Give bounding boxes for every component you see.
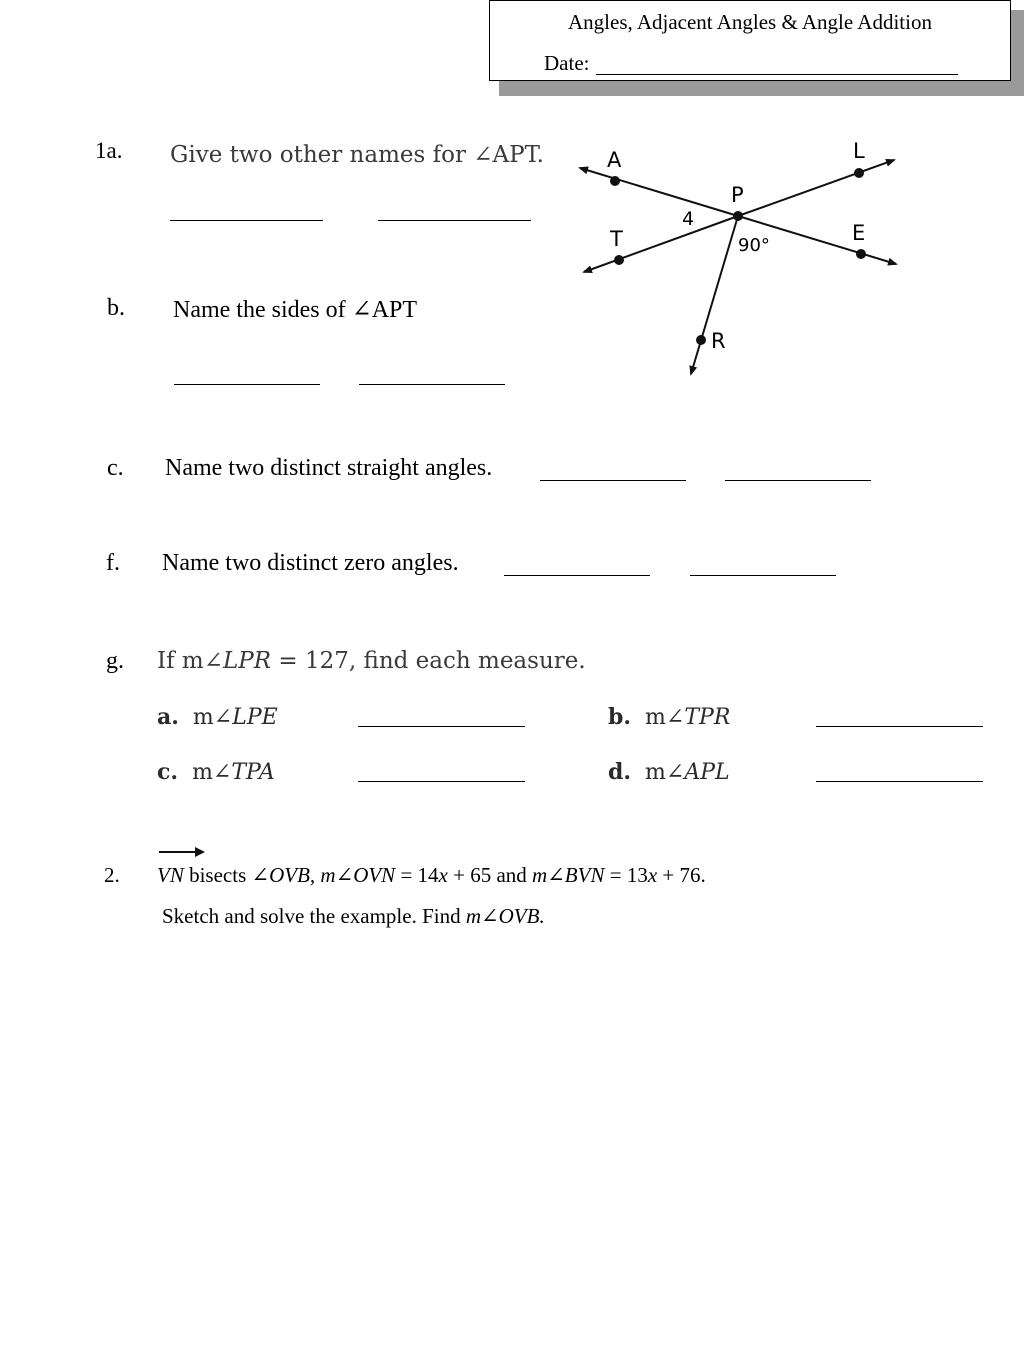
date-blank[interactable] <box>596 74 958 75</box>
ray-pl <box>738 160 894 216</box>
part-a-label: a. m∠LPE <box>157 704 278 730</box>
answer-blank-1a-2[interactable] <box>378 220 531 221</box>
question-1f-prompt: Name two distinct zero angles. <box>162 550 459 576</box>
point-e <box>856 249 866 259</box>
question-1c-prompt: Name two distinct straight angles. <box>165 455 493 481</box>
question-2-line-1: VN bisects ∠OVB, m∠OVN = 14x + 65 and m∠BVN = 13x + 76. <box>157 863 706 887</box>
question-2-line-2: Sketch and solve the example. Find m∠OVB. <box>162 904 545 928</box>
answer-blank-part-c[interactable] <box>358 781 525 782</box>
label-t: T <box>610 227 623 251</box>
question-1g-number: g. <box>106 648 124 674</box>
point-p <box>733 211 743 221</box>
label-r: R <box>711 329 726 353</box>
label-angle-4: 4 <box>682 208 695 230</box>
label-a: A <box>607 148 622 172</box>
point-r <box>696 335 706 345</box>
question-1c-number: c. <box>107 455 124 481</box>
label-90-degrees: 90° <box>738 235 770 256</box>
ray-arrow-icon <box>157 844 207 860</box>
question-1g-prompt: If m∠LPR = 127, find each measure. <box>157 648 586 674</box>
header-box <box>489 0 1011 81</box>
ray-pt <box>584 216 738 272</box>
question-1f-number: f. <box>106 550 120 576</box>
answer-blank-1f-1[interactable] <box>504 575 650 576</box>
question-1a-number: 1a. <box>95 138 123 163</box>
question-1a-prompt: Give two other names for ∠APT. <box>170 142 544 168</box>
angle-figure <box>570 130 910 390</box>
point-t <box>614 255 624 265</box>
answer-blank-1b-2[interactable] <box>359 384 505 385</box>
answer-blank-1b-1[interactable] <box>174 384 320 385</box>
point-l <box>854 168 864 178</box>
answer-blank-1f-2[interactable] <box>690 575 836 576</box>
question-1b-prompt: Name the sides of ∠APT <box>173 297 418 323</box>
part-d-label: d. m∠APL <box>608 759 730 785</box>
answer-blank-part-d[interactable] <box>816 781 983 782</box>
answer-blank-1c-2[interactable] <box>725 480 871 481</box>
label-l: L <box>853 139 865 163</box>
point-a <box>610 176 620 186</box>
label-p: P <box>731 183 744 207</box>
question-2-number: 2. <box>104 863 120 887</box>
date-label: Date: <box>544 51 590 75</box>
worksheet-title: Angles, Adjacent Angles & Angle Addition <box>568 10 932 34</box>
answer-blank-part-b[interactable] <box>816 726 983 727</box>
answer-blank-part-a[interactable] <box>358 726 525 727</box>
answer-blank-1c-1[interactable] <box>540 480 686 481</box>
answer-blank-1a-1[interactable] <box>170 220 323 221</box>
question-1b-number: b. <box>107 295 125 321</box>
part-c-label: c. m∠TPA <box>157 759 275 785</box>
label-e: E <box>852 221 866 245</box>
ray-pa <box>580 168 738 216</box>
part-b-label: b. m∠TPR <box>608 704 731 730</box>
